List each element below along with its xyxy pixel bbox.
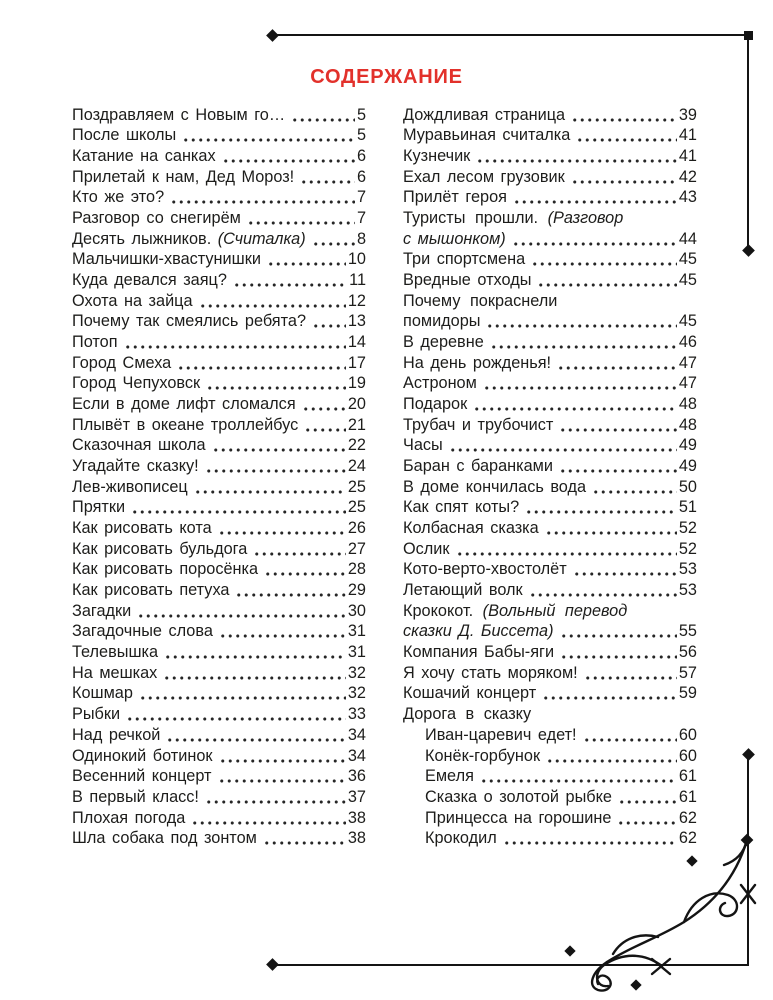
toc-entry-label: Кузнечик [403, 147, 471, 166]
toc-entry-label: Принцесса на горошине [425, 808, 612, 827]
toc-entry [403, 497, 697, 518]
toc-entry-label: Поздравляем с Новым го… [72, 105, 286, 124]
page-number: 37 [347, 787, 366, 806]
dot-leader [212, 448, 346, 452]
page-number: 27 [347, 539, 366, 558]
page-number: 48 [678, 395, 697, 414]
page-number: 52 [678, 539, 697, 558]
toc-entry-label: Компания Бабы-яги [403, 643, 555, 662]
toc-entry [72, 683, 366, 704]
page-number: 49 [678, 457, 697, 476]
toc-entry-label: Как рисовать поросёнка [72, 560, 259, 579]
dot-leader [571, 118, 677, 122]
toc-entry-label: сказки Д. Биссета) [403, 622, 554, 641]
page-number: 62 [678, 829, 697, 848]
toc-entry-label: Колбасная сказка [403, 519, 539, 538]
toc-entry [72, 290, 366, 311]
page-number: 30 [347, 601, 366, 620]
toc-entry [72, 538, 366, 559]
dot-leader [576, 138, 677, 142]
toc-entry [72, 393, 366, 414]
page-number: 34 [347, 746, 366, 765]
toc-entry [72, 331, 366, 352]
page-number: 53 [678, 560, 697, 579]
page-number: 39 [678, 105, 697, 124]
toc-entry [403, 621, 697, 642]
toc-entry-label: Ехал лесом грузовик [403, 167, 565, 186]
dot-leader [537, 283, 676, 287]
dot-leader [219, 634, 346, 638]
toc-entry [72, 703, 366, 724]
toc-entry-label: Дорога в сказку [403, 705, 532, 724]
diamond-marker-icon [266, 958, 279, 971]
page-number: 7 [356, 188, 366, 207]
dot-leader [473, 407, 677, 411]
toc-entry-label: Одинокий ботинок [72, 746, 213, 765]
toc-entry [72, 269, 366, 290]
toc-entry-label: Десять лыжников. (Считалка) [72, 229, 306, 248]
toc-entry-label: Астроном [403, 374, 477, 393]
toc-entry [403, 187, 697, 208]
toc-entry [72, 766, 366, 787]
toc-entry [72, 125, 366, 146]
toc-entry [403, 269, 697, 290]
dot-leader [304, 428, 346, 432]
toc-entry-label: Город Чепуховск [72, 374, 201, 393]
toc-entry [72, 166, 366, 187]
toc-entry-label: Кто же это? [72, 188, 165, 207]
dot-leader [542, 696, 677, 700]
toc-entry [403, 352, 697, 373]
toc-entry-label: Куда девался заяц? [72, 271, 227, 290]
toc-entry [72, 724, 366, 745]
page-number: 41 [678, 147, 697, 166]
page-number: 20 [347, 395, 366, 414]
dot-leader [312, 324, 346, 328]
toc-entry [72, 559, 366, 580]
dot-leader [546, 759, 677, 763]
page-number: 26 [347, 519, 366, 538]
page-number: 61 [678, 787, 697, 806]
toc-entry [403, 249, 697, 270]
toc-entry-label: Если в доме лифт сломался [72, 395, 296, 414]
page-number: 11 [349, 271, 366, 290]
page-number: 22 [347, 436, 366, 455]
dot-leader [560, 655, 677, 659]
toc-entry-label: Над речкой [72, 725, 161, 744]
toc-entry-label: В деревне [403, 333, 484, 352]
toc-entry-label: Почему покраснели [403, 291, 558, 310]
toc-entry [403, 125, 697, 146]
page-number: 6 [356, 147, 366, 166]
border-line-top [272, 34, 749, 36]
toc-entry-label: Сказочная школа [72, 436, 206, 455]
toc-entry-label: Как спят коты? [403, 498, 520, 517]
dot-leader [191, 821, 346, 825]
page-number: 12 [347, 291, 366, 310]
corner-flourish-icon [540, 833, 758, 998]
dot-leader [182, 138, 355, 142]
dot-leader [300, 180, 355, 184]
dot-leader [513, 200, 677, 204]
page-number: 52 [678, 519, 697, 538]
dot-leader [291, 118, 355, 122]
toc-entry-label: Потоп [72, 333, 118, 352]
page-number: 43 [678, 188, 697, 207]
toc-entry-label: Прилетай к нам, Дед Мороз! [72, 167, 295, 186]
dot-leader [486, 324, 676, 328]
page-number: 24 [347, 457, 366, 476]
dot-leader [618, 800, 677, 804]
toc-entry-label: Плохая погода [72, 808, 186, 827]
toc-entry [72, 104, 366, 125]
page-number: 45 [678, 271, 697, 290]
page-number: 62 [678, 808, 697, 827]
dot-leader [480, 779, 677, 783]
toc-entry [72, 187, 366, 208]
dot-leader [205, 469, 346, 473]
toc-entry-label: Телевышка [72, 643, 159, 662]
dot-leader [560, 634, 677, 638]
page-number: 44 [678, 229, 697, 248]
toc-entry-label: Крокодил [425, 829, 497, 848]
toc-entry-label: Как рисовать бульдога [72, 539, 248, 558]
border-line-right-top [747, 34, 749, 250]
toc-entry-label: помидоры [403, 312, 481, 331]
toc-entry-label: Ослик [403, 539, 450, 558]
dot-leader [219, 759, 346, 763]
toc-entry-label: Город Смеха [72, 353, 172, 372]
page-number: 41 [678, 126, 697, 145]
dot-leader [592, 490, 677, 494]
dot-leader [545, 531, 677, 535]
page-number: 5 [356, 105, 366, 124]
dot-leader [247, 221, 355, 225]
dot-leader [583, 738, 677, 742]
toc-entry [403, 807, 697, 828]
dot-leader [263, 841, 346, 845]
toc-entry [72, 579, 366, 600]
toc-entry-label: Туристы прошли. (Разговор [403, 209, 624, 228]
toc-entry [72, 497, 366, 518]
toc-entry-line [403, 290, 697, 311]
toc-title: СОДЕРЖАНИЕ [310, 66, 463, 88]
page-number: 60 [678, 746, 697, 765]
toc-entry-label: В первый класс! [72, 787, 199, 806]
toc-entry [72, 352, 366, 373]
page-number: 49 [678, 436, 697, 455]
dot-leader [573, 572, 677, 576]
dot-leader [312, 242, 355, 246]
dot-leader [170, 200, 355, 204]
toc-entry-label: На мешках [72, 663, 158, 682]
dot-leader [199, 304, 346, 308]
toc-entry-label: Рыбки [72, 705, 121, 724]
dot-leader [267, 262, 346, 266]
toc-entry-label: Прилёт героя [403, 188, 507, 207]
toc-entry [403, 745, 697, 766]
toc-entry [403, 373, 697, 394]
toc-entry-label: После школы [72, 126, 177, 145]
dot-leader [218, 531, 346, 535]
toc-entry-label: На день рожденья! [403, 353, 552, 372]
dot-leader [126, 717, 346, 721]
dot-leader [557, 366, 677, 370]
toc-entry [72, 600, 366, 621]
dot-leader [584, 676, 677, 680]
dot-leader [559, 428, 677, 432]
dot-leader [206, 386, 346, 390]
toc-entry-label: Муравьиная считалка [403, 126, 571, 145]
toc-entry [72, 145, 366, 166]
toc-entry [72, 207, 366, 228]
toc-entry [403, 579, 697, 600]
toc-entry-label: с мышонком) [403, 229, 506, 248]
toc-entry [72, 476, 366, 497]
toc-entry [403, 311, 697, 332]
toc-entry-label: Кото-верто-хвостолёт [403, 560, 567, 579]
dot-leader [449, 448, 677, 452]
toc-entry-line [403, 207, 697, 228]
toc-entry-label: Разговор со снегирём [72, 209, 241, 228]
dot-leader [531, 262, 677, 266]
page-number: 51 [678, 498, 697, 517]
toc-entry [403, 455, 697, 476]
toc-entry-label: Загадочные слова [72, 622, 213, 641]
toc-entry-label: Мальчишки-хвастунишки [72, 250, 261, 269]
square-marker-icon [744, 31, 753, 40]
page-number: 14 [347, 333, 366, 352]
dot-leader [166, 738, 346, 742]
page-number: 31 [347, 643, 366, 662]
toc-entry-label: Баран с баранками [403, 457, 553, 476]
toc-entry [72, 807, 366, 828]
toc-entry [72, 641, 366, 662]
toc-entry-label: Часы [403, 436, 443, 455]
toc-entry-line [403, 600, 697, 621]
dot-leader [131, 510, 346, 514]
toc-entry-label: Три спортсмена [403, 250, 526, 269]
toc-entry [403, 414, 697, 435]
page-number: 28 [347, 560, 366, 579]
toc-entry-label: Как рисовать петуха [72, 581, 230, 600]
page-number: 61 [678, 767, 697, 786]
page-number: 48 [678, 415, 697, 434]
page-number: 57 [678, 663, 697, 682]
toc-entry-label: Прятки [72, 498, 126, 517]
toc-entry [72, 662, 366, 683]
toc-column-right [403, 104, 697, 848]
dot-leader [512, 242, 677, 246]
page-number: 47 [678, 374, 697, 393]
dot-leader [529, 593, 677, 597]
toc-entry-label: Почему так смеялись ребята? [72, 312, 306, 331]
toc-entry [403, 435, 697, 456]
toc-entry-label: Кошмар [72, 684, 133, 703]
toc-entry [72, 455, 366, 476]
toc-entry [72, 311, 366, 332]
toc-entry [403, 786, 697, 807]
toc-entry [72, 517, 366, 538]
toc-entry [403, 166, 697, 187]
dot-leader [124, 345, 346, 349]
toc-entry-label: Угадайте сказку! [72, 457, 199, 476]
dot-leader [164, 655, 346, 659]
toc-entry [72, 828, 366, 849]
page-number: 38 [347, 808, 366, 827]
dot-leader [490, 345, 677, 349]
toc-section-header [403, 703, 697, 724]
page-number: 29 [347, 581, 366, 600]
page-number: 59 [678, 684, 697, 703]
toc-entry [403, 538, 697, 559]
dot-leader [264, 572, 346, 576]
toc-entry [72, 435, 366, 456]
page-number: 46 [678, 333, 697, 352]
dot-leader [137, 614, 346, 618]
page-number: 53 [678, 581, 697, 600]
dot-leader [253, 552, 346, 556]
dot-leader [456, 552, 677, 556]
dot-leader [235, 593, 345, 597]
toc-entry [403, 724, 697, 745]
toc-entry [403, 559, 697, 580]
toc-entry-label: Плывёт в океане троллейбус [72, 415, 299, 434]
toc-entry-label: Кошачий концерт [403, 684, 537, 703]
page-number: 32 [347, 663, 366, 682]
dot-leader [177, 366, 346, 370]
toc-entry [403, 766, 697, 787]
dot-leader [559, 469, 677, 473]
dot-leader [205, 800, 346, 804]
toc-entry [72, 249, 366, 270]
toc-entry [403, 683, 697, 704]
dot-leader [617, 821, 676, 825]
toc-entry-label: Я хочу стать моряком! [403, 663, 578, 682]
page-number: 55 [678, 622, 697, 641]
toc-entry-label: Емеля [425, 767, 474, 786]
page-number: 47 [678, 353, 697, 372]
page-number: 25 [347, 498, 366, 517]
toc-entry [72, 373, 366, 394]
page-number: 45 [678, 312, 697, 331]
toc-entry-label: Летающий волк [403, 581, 523, 600]
toc-entry [403, 331, 697, 352]
page-number: 33 [347, 705, 366, 724]
toc-entry [403, 228, 697, 249]
toc-entry-label: Вредные отходы [403, 271, 532, 290]
toc-entry [72, 621, 366, 642]
toc-entry-label: Весенний концерт [72, 767, 212, 786]
toc-entry-label: Шла собака под зонтом [72, 829, 257, 848]
dot-leader [525, 510, 677, 514]
toc-entry-label: Трубач и трубочист [403, 415, 554, 434]
page-number: 25 [347, 477, 366, 496]
toc-entry-label: Сказка о золотой рыбке [425, 787, 612, 806]
page-number: 60 [678, 725, 697, 744]
dot-leader [476, 159, 677, 163]
toc-entry-label: Подарок [403, 395, 468, 414]
page-number: 19 [347, 374, 366, 393]
page-number: 8 [356, 229, 366, 248]
toc-entry [72, 745, 366, 766]
toc-entry [72, 786, 366, 807]
toc-entry-label: Конёк-горбунок [425, 746, 541, 765]
page-number: 32 [347, 684, 366, 703]
page-number: 10 [347, 250, 366, 269]
dot-leader [163, 676, 346, 680]
toc-entry [403, 641, 697, 662]
page-number: 17 [347, 353, 366, 372]
toc-entry-label: Охота на зайца [72, 291, 193, 310]
toc-column-left [72, 104, 366, 848]
toc-entry-label: Крококот. (Вольный перевод [403, 601, 628, 620]
page-number: 56 [678, 643, 697, 662]
toc-entry [403, 104, 697, 125]
page-number: 45 [678, 250, 697, 269]
toc-columns [0, 87, 773, 848]
page-number: 7 [356, 209, 366, 228]
toc-entry [403, 393, 697, 414]
page-number: 34 [347, 725, 366, 744]
toc-entry-label: Катание на санках [72, 147, 216, 166]
toc-entry-label: Дождливая страница [403, 105, 566, 124]
dot-leader [194, 490, 346, 494]
dot-leader [483, 386, 677, 390]
dot-leader [139, 696, 346, 700]
dot-leader [571, 180, 677, 184]
toc-entry [403, 476, 697, 497]
toc-entry-label: Иван-царевич едет! [425, 725, 577, 744]
page-number: 6 [356, 167, 366, 186]
toc-entry [72, 414, 366, 435]
toc-entry-label: В доме кончилась вода [403, 477, 587, 496]
toc-entry [72, 228, 366, 249]
dot-leader [233, 283, 347, 287]
toc-entry-label: Лев-живописец [72, 477, 188, 496]
toc-entry-label: Загадки [72, 601, 132, 620]
page-number: 21 [347, 415, 366, 434]
page-number: 13 [347, 312, 366, 331]
dot-leader [218, 779, 346, 783]
toc-entry [403, 145, 697, 166]
dot-leader [302, 407, 346, 411]
dot-leader [222, 159, 355, 163]
page-number: 36 [347, 767, 366, 786]
page-number: 42 [678, 167, 697, 186]
toc-entry-label: Как рисовать кота [72, 519, 212, 538]
page-number: 31 [347, 622, 366, 641]
page-number: 5 [356, 126, 366, 145]
page-number: 50 [678, 477, 697, 496]
toc-entry [403, 662, 697, 683]
toc-entry [403, 517, 697, 538]
page-number: 38 [347, 829, 366, 848]
